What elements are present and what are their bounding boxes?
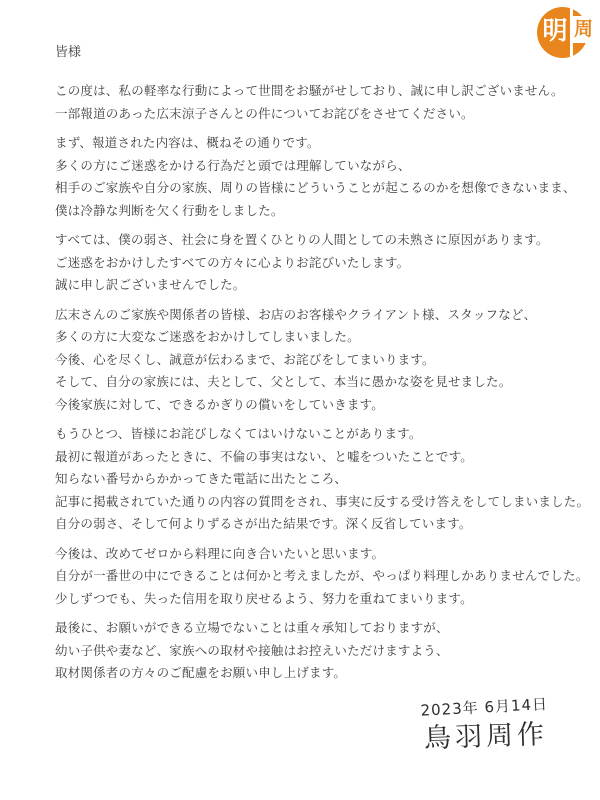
letter-line: 広末さんのご家族や関係者の皆様、お店のお客様やクライアント様、スタッフなど、 <box>55 307 537 322</box>
paragraph-2 <box>55 132 576 222</box>
letter-line: 僕は冷静な判断を欠く行動をしました。 <box>55 203 284 218</box>
letter-line: ご迷惑をおかけしたすべての方々に心よりお詫びいたします。 <box>55 255 410 270</box>
letter-body <box>55 42 590 754</box>
paragraph-3 <box>55 229 562 297</box>
letter-line: 自分の弱さ、そして何よりずるさが出た結果です。深く反省しています。 <box>55 517 472 531</box>
handwritten-signature: 鳥羽周作 <box>423 718 549 754</box>
letter-line: もうひとつ、皆様にお詫びしなくてはいけないことがあります。 <box>55 427 422 441</box>
letter-line: この度は、私の軽率な行動によって世間をお騒がせしており、誠に申し訳ございません。 <box>55 84 564 98</box>
letter-line: そして、自分の家族には、夫として、父として、本当に愚かな姿を見せました。 <box>55 375 512 389</box>
letter-line: 今後は、改めてゼロから料理に向き合いたいと思います。 <box>55 546 385 561</box>
logo-ming-char: 明 <box>542 18 568 45</box>
letter-line: 知らない番号からかかってきた電話に出たところ、 <box>55 472 348 486</box>
signature-block <box>55 695 548 752</box>
letter-line: 多くの方に大変なご迷惑をおかけしてしまいました。 <box>55 330 360 344</box>
salutation: 皆様 <box>55 44 82 59</box>
letter-line: すべては、僕の弱さ、社会に身を置くひとりの人間としての未熟さに原因があります。 <box>55 233 549 247</box>
logo-zhou-char: 周 <box>573 16 594 43</box>
letter-line: 自分が一番世の中にできることは何かと考えましたが、やっぱり料理しかありませんでした。 <box>55 569 589 583</box>
letter-line: 今後家族に対して、できるかぎりの償いをしていきます。 <box>55 397 384 412</box>
letter-line: まず、報道された内容は、概ねその通りです。 <box>55 136 320 150</box>
letter-line: 今後、心を尽くし、誠意が伝わるまで、お詫びをしてまいります。 <box>55 352 435 367</box>
paragraph-5 <box>55 423 590 536</box>
handwritten-date: 2023年 6月14日 <box>420 694 549 720</box>
letter-line: 最後に、お願いができる立場でないことは重々承知しておりますが、 <box>55 621 449 635</box>
letter-line: 最初に報道があったときに、不倫の事実はない、と嘘をついたことです。 <box>55 449 473 464</box>
paragraph-7 <box>55 617 562 685</box>
letter-line: 多くの方にご迷惑をかける行為だと頭では理解していながら、 <box>55 158 411 173</box>
paragraph-6 <box>55 543 589 611</box>
letter-line: 相手のご家族や自分の家族、周りの皆様にどういうことが起こるのかを想像できないまま、 <box>55 181 576 195</box>
letter-line: 幼い子供や妻など、家族への取材や接触はお控えいただけますよう、 <box>55 643 449 658</box>
letter-line: 取材関係者の方々のご配慮をお願い申し上げます。 <box>55 666 347 680</box>
letter-line: 記事に掲載されていた通りの内容の質問をされ、事実に反する受け答えをしてしまいました。 <box>55 494 590 509</box>
letter-line: 誠に申し訳ございませんでした。 <box>55 278 246 292</box>
paragraph-1 <box>55 80 562 125</box>
letter-line: 一部報道のあった広末涼子さんとの件についてお詫びをさせてください。 <box>55 106 474 121</box>
letter-line: 少しずつでも、失った信用を取り戻せるよう、努力を重ねてまいります。 <box>55 591 473 606</box>
paragraph-4 <box>55 304 562 417</box>
